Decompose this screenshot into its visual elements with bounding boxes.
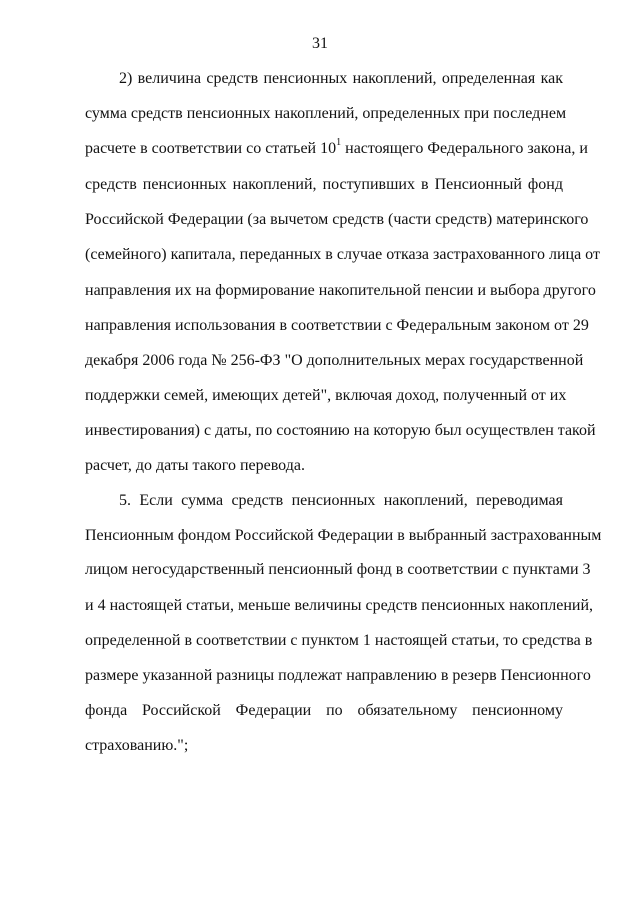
text-line: размере указанной разницы подлежат направлению в резерв Пенсионного (85, 667, 591, 684)
text-line: декабря 2006 года № 256-ФЗ "О дополнительных мерах государственной (85, 352, 584, 369)
text-line: поддержки семей, имеющих детей", включая доход, полученный от их (85, 387, 567, 404)
text-line (85, 137, 588, 158)
text-line: (семейного) капитала, переданных в случае отказа застрахованного лица от (85, 246, 600, 263)
text-fragment: настоящего Федерального закона, и (341, 140, 588, 157)
text-line: Российской Федерации (за вычетом средств (части средств) материнского (85, 211, 589, 228)
text-fragment: расчете в соответствии со статьей 10 (85, 140, 337, 157)
text-line: сумма средств пенсионных накоплений, определенных при последнем (85, 105, 567, 122)
text-line: направления их на формирование накопительной пенсии и выбора другого (85, 282, 596, 299)
text-line: определенной в соответствии с пунктом 1 настоящей статьи, то средства в (85, 632, 593, 649)
text-line: средств пенсионных накоплений, поступивших в Пенсионный фонд (85, 176, 563, 193)
text-line: страхованию."; (85, 737, 189, 754)
text-line: расчет, до даты такого перевода. (85, 457, 305, 474)
text-line: лицом негосударственный пенсионный фонд в соответствии с пунктами 3 (85, 561, 591, 578)
text-line: и 4 настоящей статьи, меньше величины средств пенсионных накоплений, (85, 597, 594, 614)
text-line: фонда Российской Федерации по обязательному пенсионному (85, 702, 563, 719)
text-line: направления использования в соответствии с Федеральным законом от 29 (85, 317, 589, 334)
text-line: 5. Если сумма средств пенсионных накоплений, переводимая (119, 492, 563, 509)
text-line: Пенсионным фондом Российской Федерации в выбранный застрахованным (85, 527, 602, 544)
text-line: 2) величина средств пенсионных накоплений, определенная как (119, 70, 563, 87)
superscript: 1 (336, 137, 342, 148)
text-line: инвестирования) с даты, по состоянию на которую был осуществлен такой (85, 422, 596, 439)
page-number: 31 (312, 35, 328, 52)
